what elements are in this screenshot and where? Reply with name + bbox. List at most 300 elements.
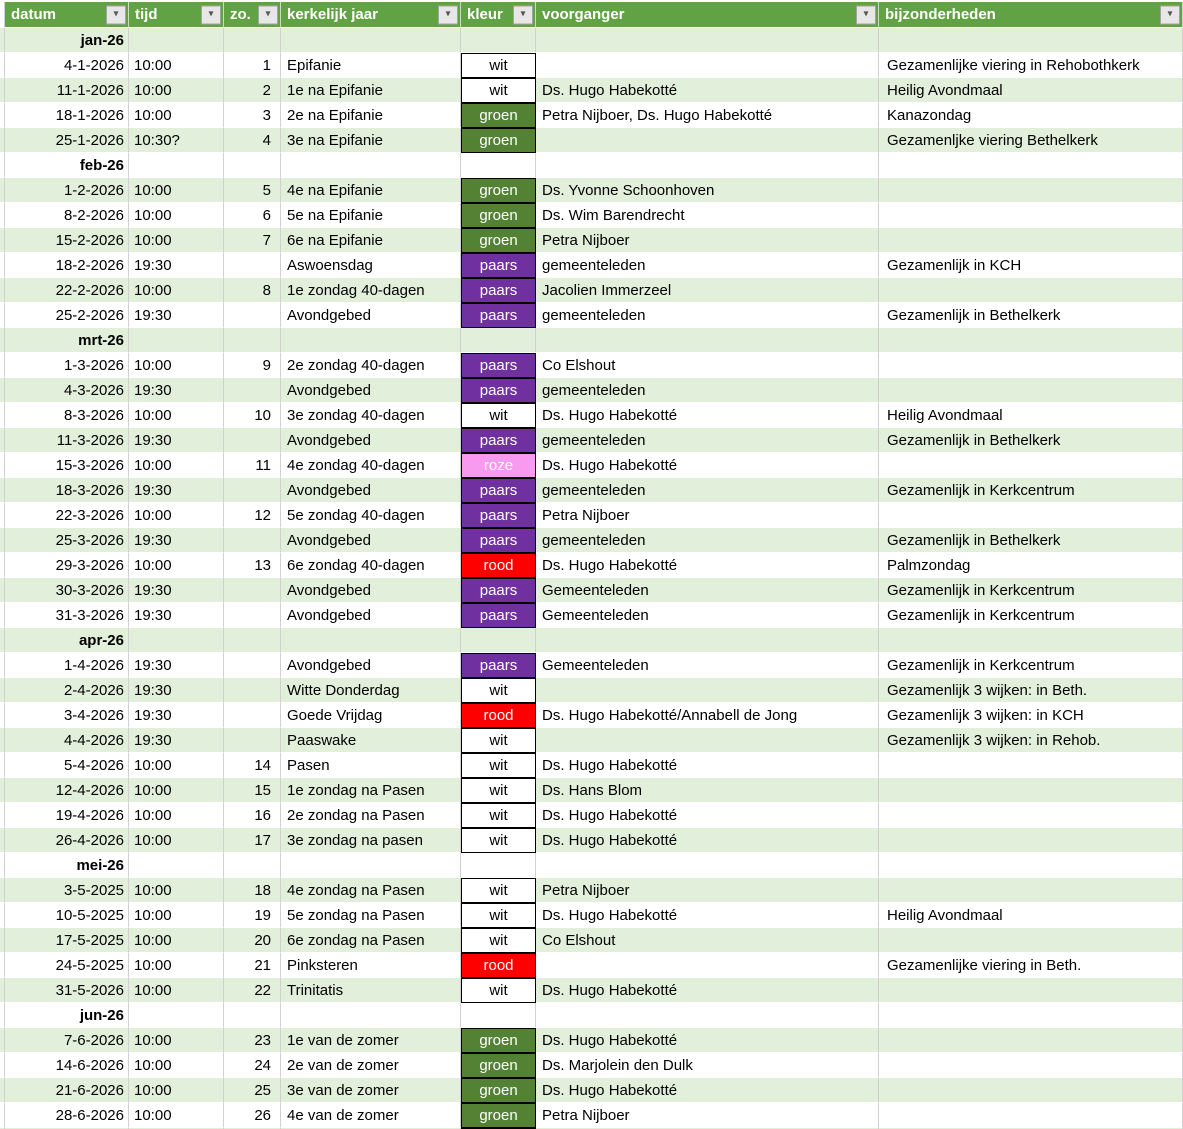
cell-kerkelijk-jaar[interactable]: Aswoensdag <box>281 253 461 278</box>
cell-datum[interactable]: 5-4-2026 <box>5 753 129 778</box>
cell-empty[interactable] <box>879 628 1183 653</box>
cell-kleur[interactable]: paars <box>461 428 536 453</box>
cell-kleur[interactable]: rood <box>461 703 536 728</box>
cell-bijzonderheden[interactable] <box>879 828 1183 853</box>
cell-tijd[interactable]: 10:00 <box>129 1053 224 1078</box>
cell-voorganger[interactable] <box>536 53 879 78</box>
cell-datum[interactable]: 25-1-2026 <box>5 128 129 153</box>
cell-zo[interactable]: 20 <box>224 928 281 953</box>
cell-bijzonderheden[interactable] <box>879 803 1183 828</box>
cell-kerkelijk-jaar[interactable]: 1e van de zomer <box>281 1028 461 1053</box>
cell-empty[interactable] <box>281 153 461 178</box>
cell-kleur[interactable]: paars <box>461 603 536 628</box>
cell-month-label[interactable]: feb-26 <box>5 153 129 178</box>
cell-voorganger[interactable]: Ds. Hugo Habekotté <box>536 453 879 478</box>
cell-empty[interactable] <box>281 628 461 653</box>
cell-kleur[interactable]: paars <box>461 528 536 553</box>
cell-bijzonderheden[interactable] <box>879 753 1183 778</box>
cell-datum[interactable]: 22-3-2026 <box>5 503 129 528</box>
cell-tijd[interactable]: 19:30 <box>129 478 224 503</box>
cell-zo[interactable] <box>224 653 281 678</box>
cell-kerkelijk-jaar[interactable]: 2e na Epifanie <box>281 103 461 128</box>
cell-bijzonderheden[interactable]: Gezamenlijk in Kerkcentrum <box>879 578 1183 603</box>
cell-month-label[interactable]: apr-26 <box>5 628 129 653</box>
cell-tijd[interactable]: 19:30 <box>129 428 224 453</box>
cell-tijd[interactable]: 19:30 <box>129 653 224 678</box>
cell-datum[interactable]: 25-2-2026 <box>5 303 129 328</box>
cell-kleur[interactable]: paars <box>461 303 536 328</box>
cell-tijd[interactable]: 10:00 <box>129 753 224 778</box>
cell-zo[interactable]: 5 <box>224 178 281 203</box>
cell-empty[interactable] <box>536 853 879 878</box>
cell-voorganger[interactable]: Co Elshout <box>536 353 879 378</box>
cell-voorganger[interactable]: Ds. Hugo Habekotté <box>536 553 879 578</box>
cell-tijd[interactable]: 19:30 <box>129 578 224 603</box>
cell-datum[interactable]: 4-3-2026 <box>5 378 129 403</box>
cell-kleur[interactable]: wit <box>461 78 536 103</box>
cell-kleur[interactable]: wit <box>461 803 536 828</box>
cell-tijd[interactable]: 19:30 <box>129 703 224 728</box>
cell-zo[interactable]: 12 <box>224 503 281 528</box>
cell-bijzonderheden[interactable]: Heilig Avondmaal <box>879 903 1183 928</box>
cell-zo[interactable]: 17 <box>224 828 281 853</box>
cell-voorganger[interactable]: gemeenteleden <box>536 253 879 278</box>
cell-kleur[interactable]: paars <box>461 503 536 528</box>
cell-voorganger[interactable]: gemeenteleden <box>536 378 879 403</box>
cell-tijd[interactable]: 10:00 <box>129 928 224 953</box>
cell-voorganger[interactable]: gemeenteleden <box>536 478 879 503</box>
cell-empty[interactable] <box>879 853 1183 878</box>
cell-empty[interactable] <box>224 153 281 178</box>
cell-zo[interactable] <box>224 378 281 403</box>
cell-kleur[interactable]: paars <box>461 278 536 303</box>
cell-bijzonderheden[interactable]: Gezamenlijk in KCH <box>879 253 1183 278</box>
cell-tijd[interactable]: 10:00 <box>129 978 224 1003</box>
cell-datum[interactable]: 18-3-2026 <box>5 478 129 503</box>
cell-kerkelijk-jaar[interactable]: 6e na Epifanie <box>281 228 461 253</box>
cell-kleur[interactable]: wit <box>461 753 536 778</box>
cell-voorganger[interactable]: Ds. Hugo Habekotté <box>536 403 879 428</box>
cell-kerkelijk-jaar[interactable]: 2e zondag 40-dagen <box>281 353 461 378</box>
cell-bijzonderheden[interactable] <box>879 1078 1183 1103</box>
cell-bijzonderheden[interactable]: Gezamenljke viering Bethelkerk <box>879 128 1183 153</box>
cell-month-label[interactable]: mrt-26 <box>5 328 129 353</box>
cell-kerkelijk-jaar[interactable]: Avondgebed <box>281 603 461 628</box>
cell-kerkelijk-jaar[interactable]: 5e zondag 40-dagen <box>281 503 461 528</box>
cell-kerkelijk-jaar[interactable]: 5e zondag na Pasen <box>281 903 461 928</box>
cell-voorganger[interactable]: Jacolien Immerzeel <box>536 278 879 303</box>
cell-empty[interactable] <box>224 328 281 353</box>
cell-datum[interactable]: 25-3-2026 <box>5 528 129 553</box>
cell-datum[interactable]: 8-2-2026 <box>5 203 129 228</box>
cell-tijd[interactable]: 10:30? <box>129 128 224 153</box>
cell-empty[interactable] <box>461 853 536 878</box>
cell-datum[interactable]: 18-2-2026 <box>5 253 129 278</box>
cell-voorganger[interactable]: Gemeenteleden <box>536 653 879 678</box>
filter-dropdown-button[interactable] <box>856 5 876 24</box>
cell-kleur[interactable]: rood <box>461 953 536 978</box>
cell-empty[interactable] <box>129 153 224 178</box>
cell-kleur[interactable]: wit <box>461 53 536 78</box>
cell-tijd[interactable]: 10:00 <box>129 53 224 78</box>
cell-tijd[interactable]: 10:00 <box>129 353 224 378</box>
cell-zo[interactable]: 9 <box>224 353 281 378</box>
cell-empty[interactable] <box>536 1003 879 1028</box>
cell-tijd[interactable]: 10:00 <box>129 178 224 203</box>
cell-bijzonderheden[interactable]: Kanazondag <box>879 103 1183 128</box>
cell-voorganger[interactable]: Ds. Hugo Habekotté <box>536 828 879 853</box>
cell-empty[interactable] <box>281 1003 461 1028</box>
cell-datum[interactable]: 18-1-2026 <box>5 103 129 128</box>
cell-zo[interactable]: 3 <box>224 103 281 128</box>
cell-zo[interactable]: 1 <box>224 53 281 78</box>
cell-tijd[interactable]: 10:00 <box>129 103 224 128</box>
cell-kerkelijk-jaar[interactable]: Witte Donderdag <box>281 678 461 703</box>
cell-kerkelijk-jaar[interactable]: Avondgebed <box>281 378 461 403</box>
cell-voorganger[interactable]: Ds. Hugo Habekotté/Annabell de Jong <box>536 703 879 728</box>
column-header-tijd[interactable] <box>129 2 224 28</box>
cell-voorganger[interactable]: Ds. Hugo Habekotté <box>536 978 879 1003</box>
cell-kleur[interactable]: wit <box>461 978 536 1003</box>
cell-month-label[interactable]: jan-26 <box>5 28 129 53</box>
cell-zo[interactable]: 15 <box>224 778 281 803</box>
cell-bijzonderheden[interactable]: Gezamenlijk in Kerkcentrum <box>879 653 1183 678</box>
cell-empty[interactable] <box>879 28 1183 53</box>
cell-voorganger[interactable]: gemeenteleden <box>536 428 879 453</box>
cell-zo[interactable] <box>224 603 281 628</box>
cell-datum[interactable]: 3-4-2026 <box>5 703 129 728</box>
cell-kerkelijk-jaar[interactable]: 3e zondag 40-dagen <box>281 403 461 428</box>
cell-kerkelijk-jaar[interactable]: 1e zondag 40-dagen <box>281 278 461 303</box>
cell-tijd[interactable]: 10:00 <box>129 228 224 253</box>
filter-dropdown-button[interactable] <box>513 5 533 24</box>
cell-zo[interactable]: 23 <box>224 1028 281 1053</box>
cell-voorganger[interactable]: Ds. Hugo Habekotté <box>536 753 879 778</box>
cell-empty[interactable] <box>129 28 224 53</box>
cell-datum[interactable]: 11-3-2026 <box>5 428 129 453</box>
cell-empty[interactable] <box>536 153 879 178</box>
cell-datum[interactable]: 4-1-2026 <box>5 53 129 78</box>
cell-bijzonderheden[interactable]: Gezamenlijk in Bethelkerk <box>879 303 1183 328</box>
cell-zo[interactable]: 24 <box>224 1053 281 1078</box>
cell-kerkelijk-jaar[interactable]: Avondgebed <box>281 303 461 328</box>
cell-bijzonderheden[interactable]: Gezamenlijk 3 wijken: in Rehob. <box>879 728 1183 753</box>
cell-kerkelijk-jaar[interactable]: Pasen <box>281 753 461 778</box>
cell-zo[interactable]: 19 <box>224 903 281 928</box>
cell-datum[interactable]: 11-1-2026 <box>5 78 129 103</box>
cell-kleur[interactable]: wit <box>461 878 536 903</box>
cell-empty[interactable] <box>224 28 281 53</box>
cell-empty[interactable] <box>129 853 224 878</box>
cell-kleur[interactable]: paars <box>461 478 536 503</box>
cell-tijd[interactable]: 10:00 <box>129 778 224 803</box>
cell-voorganger[interactable]: Petra Nijboer <box>536 503 879 528</box>
cell-tijd[interactable]: 10:00 <box>129 403 224 428</box>
cell-empty[interactable] <box>281 328 461 353</box>
cell-kerkelijk-jaar[interactable]: 6e zondag 40-dagen <box>281 553 461 578</box>
cell-bijzonderheden[interactable] <box>879 978 1183 1003</box>
cell-tijd[interactable]: 19:30 <box>129 678 224 703</box>
cell-bijzonderheden[interactable] <box>879 878 1183 903</box>
cell-empty[interactable] <box>224 628 281 653</box>
cell-voorganger[interactable] <box>536 728 879 753</box>
cell-bijzonderheden[interactable]: Gezamenlijke viering in Rehobothkerk <box>879 53 1183 78</box>
cell-empty[interactable] <box>879 153 1183 178</box>
cell-empty[interactable] <box>461 153 536 178</box>
cell-kleur[interactable]: groen <box>461 1053 536 1078</box>
cell-datum[interactable]: 2-4-2026 <box>5 678 129 703</box>
cell-kleur[interactable]: groen <box>461 178 536 203</box>
cell-kleur[interactable]: wit <box>461 828 536 853</box>
filter-dropdown-button[interactable] <box>258 5 278 24</box>
cell-kleur[interactable]: roze <box>461 453 536 478</box>
filter-dropdown-button[interactable] <box>438 5 458 24</box>
cell-bijzonderheden[interactable] <box>879 778 1183 803</box>
cell-bijzonderheden[interactable]: Gezamenlijk 3 wijken: in KCH <box>879 703 1183 728</box>
cell-kleur[interactable]: groen <box>461 1103 536 1128</box>
cell-kerkelijk-jaar[interactable]: Pinksteren <box>281 953 461 978</box>
cell-bijzonderheden[interactable] <box>879 453 1183 478</box>
cell-tijd[interactable]: 19:30 <box>129 378 224 403</box>
cell-bijzonderheden[interactable] <box>879 203 1183 228</box>
cell-zo[interactable] <box>224 578 281 603</box>
cell-tijd[interactable]: 19:30 <box>129 728 224 753</box>
cell-kerkelijk-jaar[interactable]: 3e zondag na pasen <box>281 828 461 853</box>
cell-voorganger[interactable]: Ds. Yvonne Schoonhoven <box>536 178 879 203</box>
cell-datum[interactable]: 26-4-2026 <box>5 828 129 853</box>
cell-kerkelijk-jaar[interactable]: 3e van de zomer <box>281 1078 461 1103</box>
cell-tijd[interactable]: 10:00 <box>129 278 224 303</box>
cell-kerkelijk-jaar[interactable]: Avondgebed <box>281 528 461 553</box>
cell-tijd[interactable]: 10:00 <box>129 553 224 578</box>
cell-datum[interactable]: 17-5-2025 <box>5 928 129 953</box>
cell-zo[interactable]: 22 <box>224 978 281 1003</box>
cell-zo[interactable]: 6 <box>224 203 281 228</box>
cell-zo[interactable]: 25 <box>224 1078 281 1103</box>
cell-zo[interactable]: 4 <box>224 128 281 153</box>
cell-bijzonderheden[interactable]: Gezamenlijk in Bethelkerk <box>879 528 1183 553</box>
cell-kleur[interactable]: wit <box>461 678 536 703</box>
filter-dropdown-button[interactable] <box>1160 5 1180 24</box>
cell-bijzonderheden[interactable] <box>879 178 1183 203</box>
cell-zo[interactable]: 26 <box>224 1103 281 1128</box>
cell-bijzonderheden[interactable]: Heilig Avondmaal <box>879 403 1183 428</box>
cell-kleur[interactable]: paars <box>461 378 536 403</box>
cell-kleur[interactable]: groen <box>461 128 536 153</box>
cell-bijzonderheden[interactable]: Gezamenlijk 3 wijken: in Beth. <box>879 678 1183 703</box>
cell-bijzonderheden[interactable] <box>879 378 1183 403</box>
cell-voorganger[interactable]: Ds. Hans Blom <box>536 778 879 803</box>
cell-kerkelijk-jaar[interactable]: 2e van de zomer <box>281 1053 461 1078</box>
cell-kleur[interactable]: wit <box>461 903 536 928</box>
cell-bijzonderheden[interactable] <box>879 353 1183 378</box>
cell-kerkelijk-jaar[interactable]: Avondgebed <box>281 653 461 678</box>
cell-tijd[interactable]: 10:00 <box>129 828 224 853</box>
cell-empty[interactable] <box>129 1003 224 1028</box>
cell-empty[interactable] <box>536 328 879 353</box>
cell-datum[interactable]: 12-4-2026 <box>5 778 129 803</box>
cell-kerkelijk-jaar[interactable]: 4e zondag 40-dagen <box>281 453 461 478</box>
column-header-kleur[interactable] <box>461 2 536 28</box>
cell-tijd[interactable]: 10:00 <box>129 203 224 228</box>
cell-bijzonderheden[interactable] <box>879 228 1183 253</box>
column-header-voorganger[interactable] <box>536 2 879 28</box>
cell-bijzonderheden[interactable]: Gezamenlijk in Kerkcentrum <box>879 478 1183 503</box>
cell-datum[interactable]: 24-5-2025 <box>5 953 129 978</box>
cell-datum[interactable]: 8-3-2026 <box>5 403 129 428</box>
cell-kleur[interactable]: wit <box>461 928 536 953</box>
cell-kerkelijk-jaar[interactable]: Trinitatis <box>281 978 461 1003</box>
cell-kerkelijk-jaar[interactable]: Goede Vrijdag <box>281 703 461 728</box>
cell-voorganger[interactable]: Gemeenteleden <box>536 578 879 603</box>
cell-datum[interactable]: 4-4-2026 <box>5 728 129 753</box>
cell-zo[interactable]: 7 <box>224 228 281 253</box>
cell-zo[interactable] <box>224 728 281 753</box>
cell-datum[interactable]: 15-2-2026 <box>5 228 129 253</box>
cell-voorganger[interactable]: Ds. Wim Barendrecht <box>536 203 879 228</box>
cell-voorganger[interactable]: Petra Nijboer <box>536 228 879 253</box>
cell-zo[interactable] <box>224 703 281 728</box>
cell-voorganger[interactable]: Petra Nijboer <box>536 1103 879 1128</box>
cell-empty[interactable] <box>461 28 536 53</box>
cell-kleur[interactable]: groen <box>461 203 536 228</box>
cell-empty[interactable] <box>879 328 1183 353</box>
column-header-datum[interactable] <box>5 2 129 28</box>
cell-kerkelijk-jaar[interactable]: Avondgebed <box>281 578 461 603</box>
cell-bijzonderheden[interactable] <box>879 1028 1183 1053</box>
cell-bijzonderheden[interactable] <box>879 928 1183 953</box>
cell-voorganger[interactable]: Petra Nijboer, Ds. Hugo Habekotté <box>536 103 879 128</box>
cell-kerkelijk-jaar[interactable]: 4e na Epifanie <box>281 178 461 203</box>
cell-datum[interactable]: 31-3-2026 <box>5 603 129 628</box>
cell-voorganger[interactable] <box>536 953 879 978</box>
cell-bijzonderheden[interactable]: Heilig Avondmaal <box>879 78 1183 103</box>
cell-kerkelijk-jaar[interactable]: 1e na Epifanie <box>281 78 461 103</box>
filter-dropdown-button[interactable] <box>201 5 221 24</box>
cell-datum[interactable]: 3-5-2025 <box>5 878 129 903</box>
cell-month-label[interactable]: mei-26 <box>5 853 129 878</box>
cell-voorganger[interactable]: Ds. Marjolein den Dulk <box>536 1053 879 1078</box>
cell-voorganger[interactable]: Ds. Hugo Habekotté <box>536 1078 879 1103</box>
cell-datum[interactable]: 7-6-2026 <box>5 1028 129 1053</box>
filter-dropdown-button[interactable] <box>106 5 126 24</box>
cell-tijd[interactable]: 19:30 <box>129 528 224 553</box>
cell-bijzonderheden[interactable] <box>879 278 1183 303</box>
cell-kleur[interactable]: rood <box>461 553 536 578</box>
cell-kleur[interactable]: groen <box>461 103 536 128</box>
cell-kerkelijk-jaar[interactable]: 6e zondag na Pasen <box>281 928 461 953</box>
cell-datum[interactable]: 31-5-2026 <box>5 978 129 1003</box>
cell-empty[interactable] <box>281 28 461 53</box>
cell-tijd[interactable]: 10:00 <box>129 1078 224 1103</box>
column-header-bijzonderheden[interactable] <box>879 2 1183 28</box>
cell-empty[interactable] <box>461 1003 536 1028</box>
cell-kerkelijk-jaar[interactable]: 2e zondag na Pasen <box>281 803 461 828</box>
cell-kerkelijk-jaar[interactable]: Avondgebed <box>281 428 461 453</box>
cell-voorganger[interactable]: Ds. Hugo Habekotté <box>536 803 879 828</box>
cell-empty[interactable] <box>536 28 879 53</box>
cell-zo[interactable]: 8 <box>224 278 281 303</box>
cell-empty[interactable] <box>129 328 224 353</box>
cell-kerkelijk-jaar[interactable]: 3e na Epifanie <box>281 128 461 153</box>
cell-zo[interactable]: 21 <box>224 953 281 978</box>
cell-kleur[interactable]: wit <box>461 728 536 753</box>
cell-voorganger[interactable]: Ds. Hugo Habekotté <box>536 903 879 928</box>
cell-tijd[interactable]: 19:30 <box>129 303 224 328</box>
cell-kleur[interactable]: wit <box>461 778 536 803</box>
cell-datum[interactable]: 21-6-2026 <box>5 1078 129 1103</box>
cell-empty[interactable] <box>461 328 536 353</box>
cell-kerkelijk-jaar[interactable]: 5e na Epifanie <box>281 203 461 228</box>
cell-tijd[interactable]: 19:30 <box>129 603 224 628</box>
cell-kleur[interactable]: paars <box>461 653 536 678</box>
cell-datum[interactable]: 1-3-2026 <box>5 353 129 378</box>
cell-zo[interactable]: 16 <box>224 803 281 828</box>
cell-datum[interactable]: 29-3-2026 <box>5 553 129 578</box>
cell-kerkelijk-jaar[interactable]: Epifanie <box>281 53 461 78</box>
cell-zo[interactable] <box>224 253 281 278</box>
cell-bijzonderheden[interactable]: Palmzondag <box>879 553 1183 578</box>
cell-tijd[interactable]: 10:00 <box>129 1103 224 1128</box>
cell-zo[interactable]: 11 <box>224 453 281 478</box>
column-header-zo[interactable] <box>224 2 281 28</box>
cell-datum[interactable]: 1-4-2026 <box>5 653 129 678</box>
cell-kleur[interactable]: groen <box>461 1078 536 1103</box>
cell-zo[interactable] <box>224 428 281 453</box>
cell-kleur[interactable]: groen <box>461 228 536 253</box>
cell-zo[interactable]: 10 <box>224 403 281 428</box>
cell-zo[interactable]: 13 <box>224 553 281 578</box>
cell-kerkelijk-jaar[interactable]: 1e zondag na Pasen <box>281 778 461 803</box>
cell-empty[interactable] <box>461 628 536 653</box>
cell-datum[interactable]: 30-3-2026 <box>5 578 129 603</box>
cell-empty[interactable] <box>879 1003 1183 1028</box>
cell-tijd[interactable]: 10:00 <box>129 453 224 478</box>
cell-zo[interactable] <box>224 303 281 328</box>
cell-zo[interactable] <box>224 678 281 703</box>
cell-bijzonderheden[interactable] <box>879 1103 1183 1128</box>
cell-kleur[interactable]: groen <box>461 1028 536 1053</box>
cell-datum[interactable]: 22-2-2026 <box>5 278 129 303</box>
cell-voorganger[interactable] <box>536 128 879 153</box>
cell-empty[interactable] <box>224 1003 281 1028</box>
cell-zo[interactable]: 14 <box>224 753 281 778</box>
cell-zo[interactable]: 18 <box>224 878 281 903</box>
cell-tijd[interactable]: 10:00 <box>129 503 224 528</box>
cell-kerkelijk-jaar[interactable]: 4e zondag na Pasen <box>281 878 461 903</box>
cell-tijd[interactable]: 10:00 <box>129 953 224 978</box>
cell-empty[interactable] <box>129 628 224 653</box>
cell-kleur[interactable]: paars <box>461 253 536 278</box>
cell-tijd[interactable]: 10:00 <box>129 78 224 103</box>
cell-kerkelijk-jaar[interactable]: Paaswake <box>281 728 461 753</box>
cell-zo[interactable] <box>224 478 281 503</box>
cell-bijzonderheden[interactable]: Gezamenlijk in Bethelkerk <box>879 428 1183 453</box>
cell-empty[interactable] <box>224 853 281 878</box>
cell-empty[interactable] <box>281 853 461 878</box>
cell-datum[interactable]: 10-5-2025 <box>5 903 129 928</box>
cell-empty[interactable] <box>536 628 879 653</box>
cell-bijzonderheden[interactable]: Gezamenlijke viering in Beth. <box>879 953 1183 978</box>
cell-bijzonderheden[interactable]: Gezamenlijk in Kerkcentrum <box>879 603 1183 628</box>
cell-month-label[interactable]: jun-26 <box>5 1003 129 1028</box>
cell-voorganger[interactable] <box>536 678 879 703</box>
cell-kleur[interactable]: wit <box>461 403 536 428</box>
cell-kleur[interactable]: paars <box>461 353 536 378</box>
cell-bijzonderheden[interactable] <box>879 503 1183 528</box>
cell-voorganger[interactable]: gemeenteleden <box>536 303 879 328</box>
cell-voorganger[interactable]: Ds. Hugo Habekotté <box>536 1028 879 1053</box>
